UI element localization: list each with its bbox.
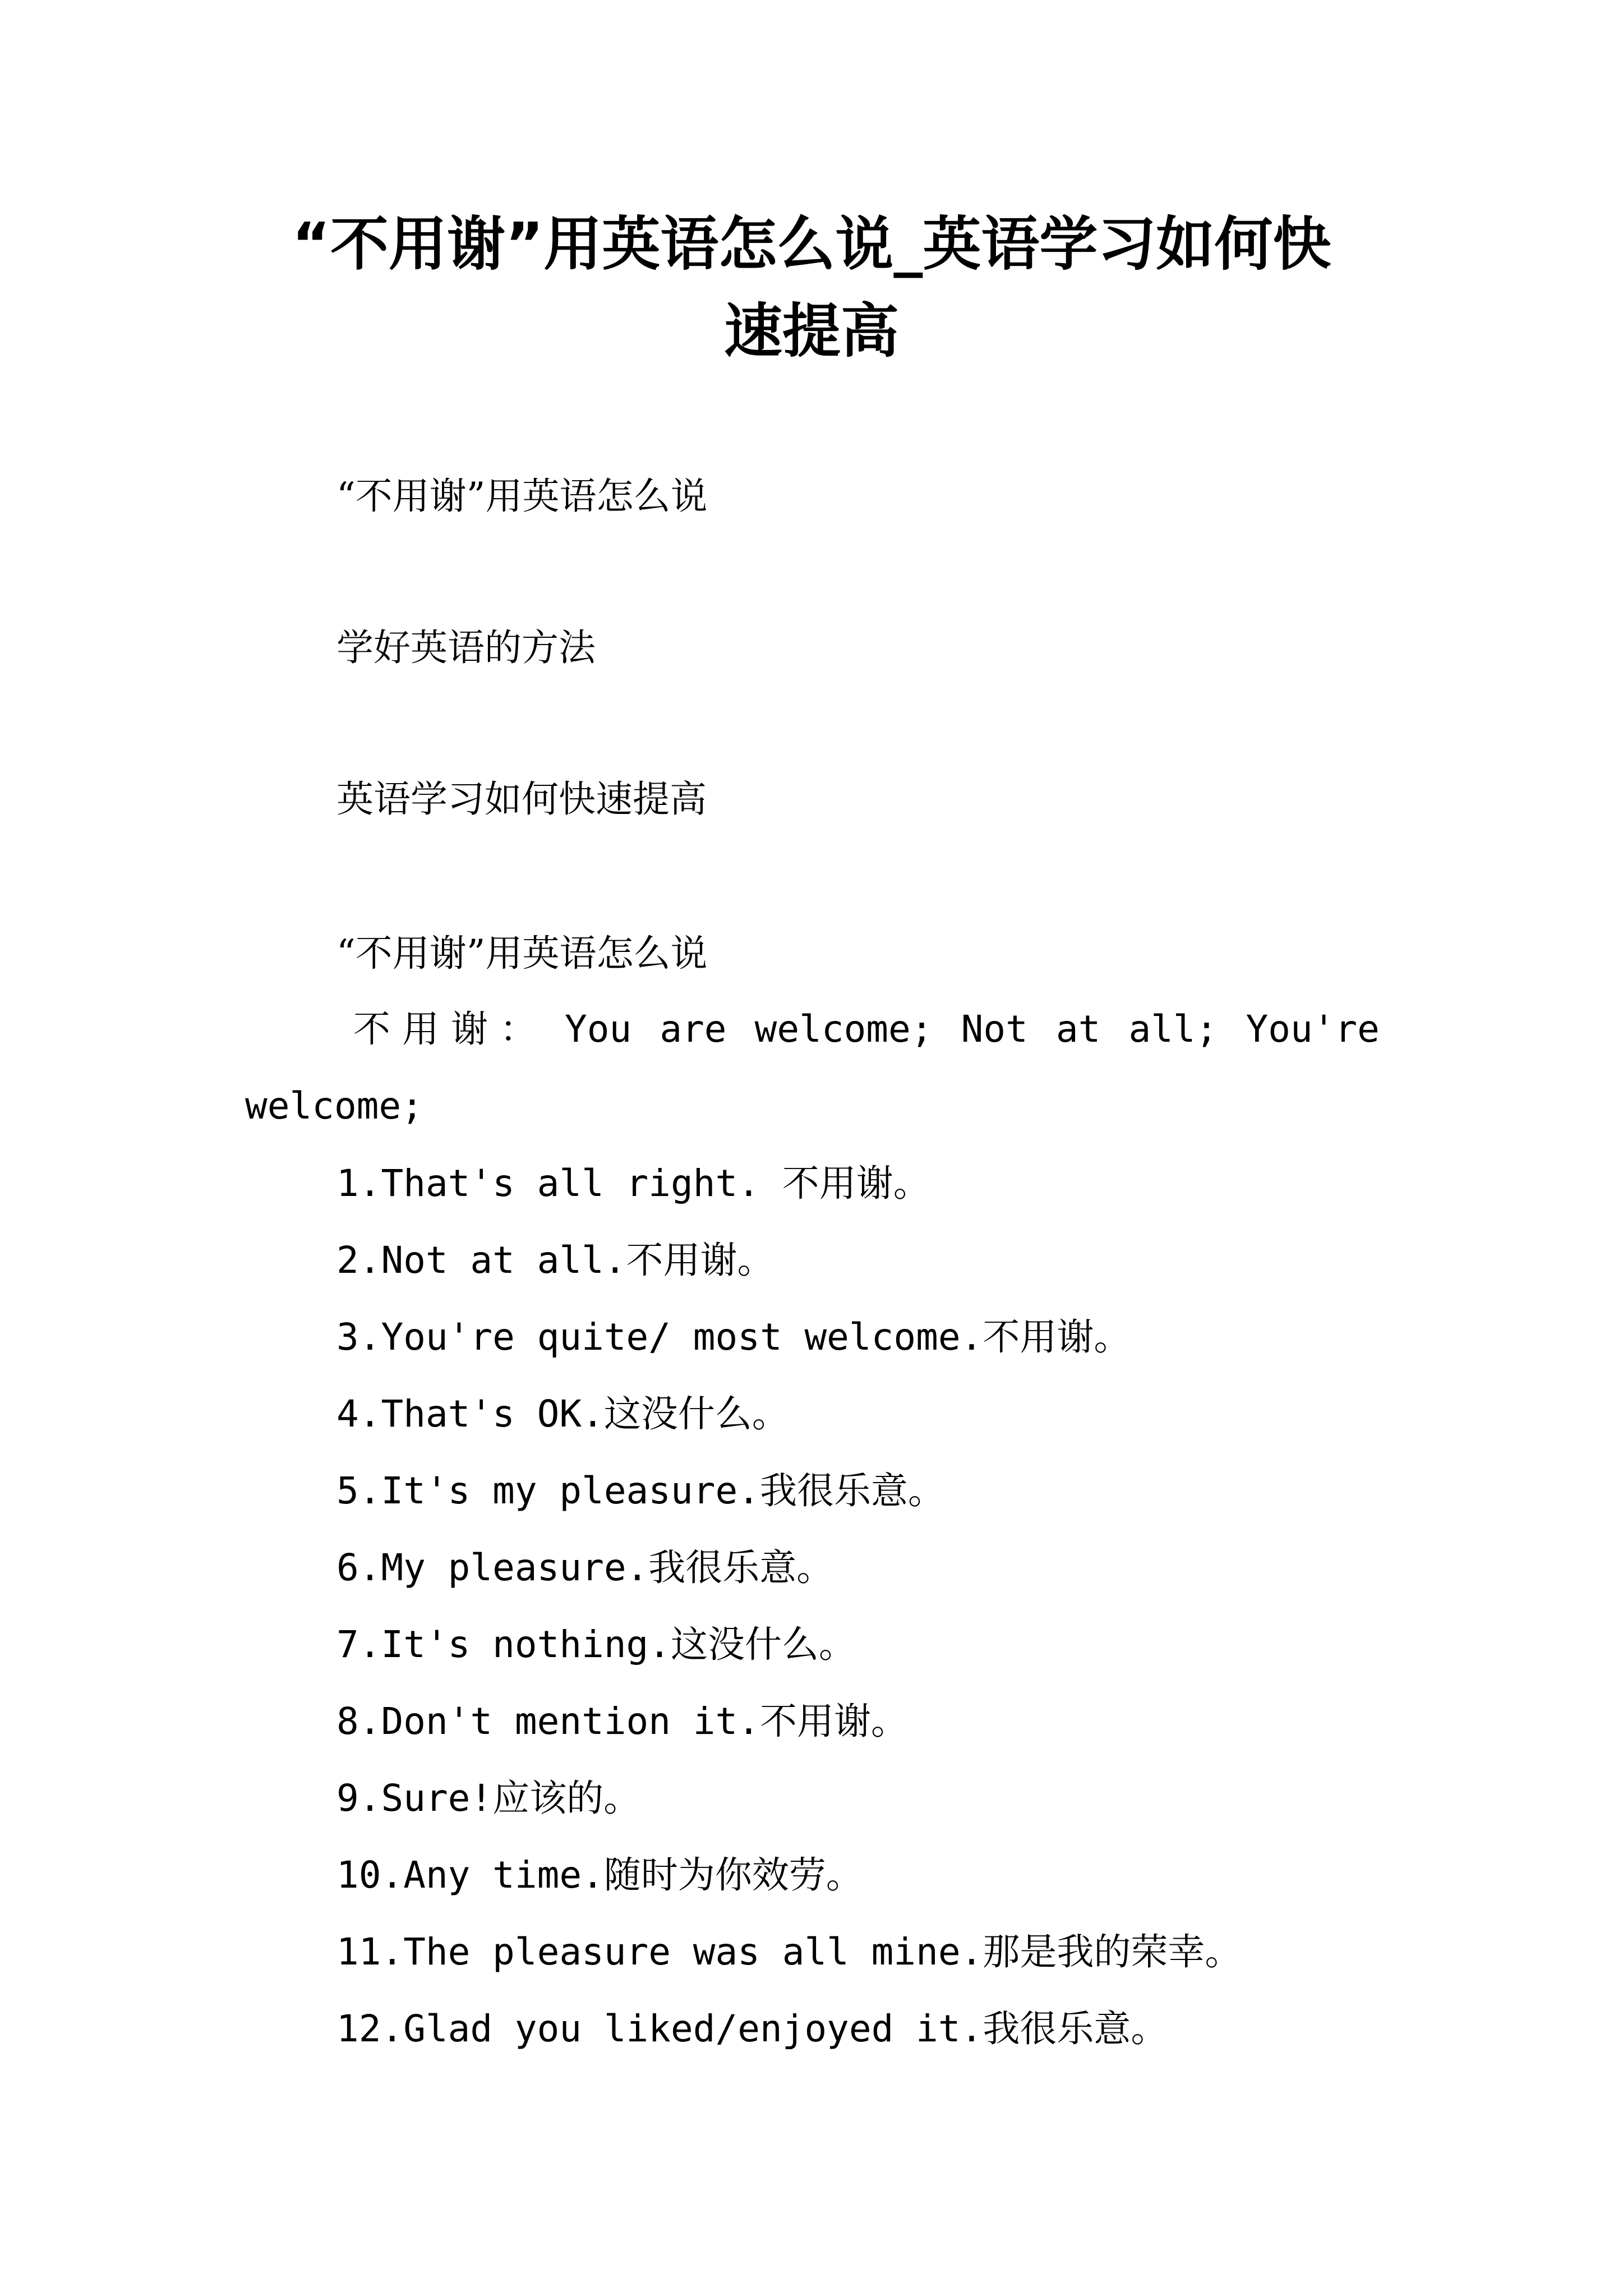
phrase-item: 1.That's all right. 不用谢。 (336, 1162, 930, 1205)
intro-word: at (1055, 1007, 1101, 1051)
phrase-item: 4.That's OK.这没什么。 (336, 1392, 789, 1435)
phrase-item: 12.Glad you liked/enjoyed it.我很乐意。 (336, 2007, 1168, 2050)
intro-label: 不 用 谢 ： (353, 1007, 537, 1051)
phrase-item: 2.Not at all.不用谢。 (336, 1239, 774, 1282)
intro-word: You're (1246, 1007, 1380, 1051)
document-title-line-2: 速提高 (723, 297, 899, 365)
toc-item-3: 英语学习如何快速提高 (336, 777, 707, 821)
phrase-item: 5.It's my pleasure.我很乐意。 (336, 1469, 945, 1512)
intro-line (353, 1004, 1380, 1055)
phrase-item: 11.The pleasure was all mine.那是我的荣幸。 (336, 1930, 1242, 1973)
toc-item-2: 学好英语的方法 (336, 626, 596, 669)
intro-word: welcome; (754, 1007, 933, 1051)
intro-continuation: welcome; (245, 1084, 423, 1128)
intro-word: are (660, 1007, 727, 1051)
section-heading: “不用谢”用英语怎么说 (336, 932, 708, 975)
phrase-item: 3.You're quite/ most welcome.不用谢。 (336, 1315, 1131, 1359)
intro-word: all; (1128, 1007, 1218, 1051)
phrase-item: 8.Don't mention it.不用谢。 (336, 1700, 908, 1743)
phrase-item: 7.It's nothing.这没什么。 (336, 1623, 856, 1666)
phrase-item: 6.My pleasure.我很乐意。 (336, 1546, 834, 1589)
phrase-item: 9.Sure!应该的。 (336, 1777, 641, 1820)
document-title-line-1: “不用谢”用英语怎么说_英语学习如何快 (292, 210, 1331, 278)
toc-item-1: “不用谢”用英语怎么说 (336, 475, 708, 518)
intro-word: You (565, 1007, 632, 1051)
intro-word: Not (961, 1007, 1028, 1051)
phrase-item: 10.Any time.随时为你效劳。 (336, 1853, 863, 1897)
